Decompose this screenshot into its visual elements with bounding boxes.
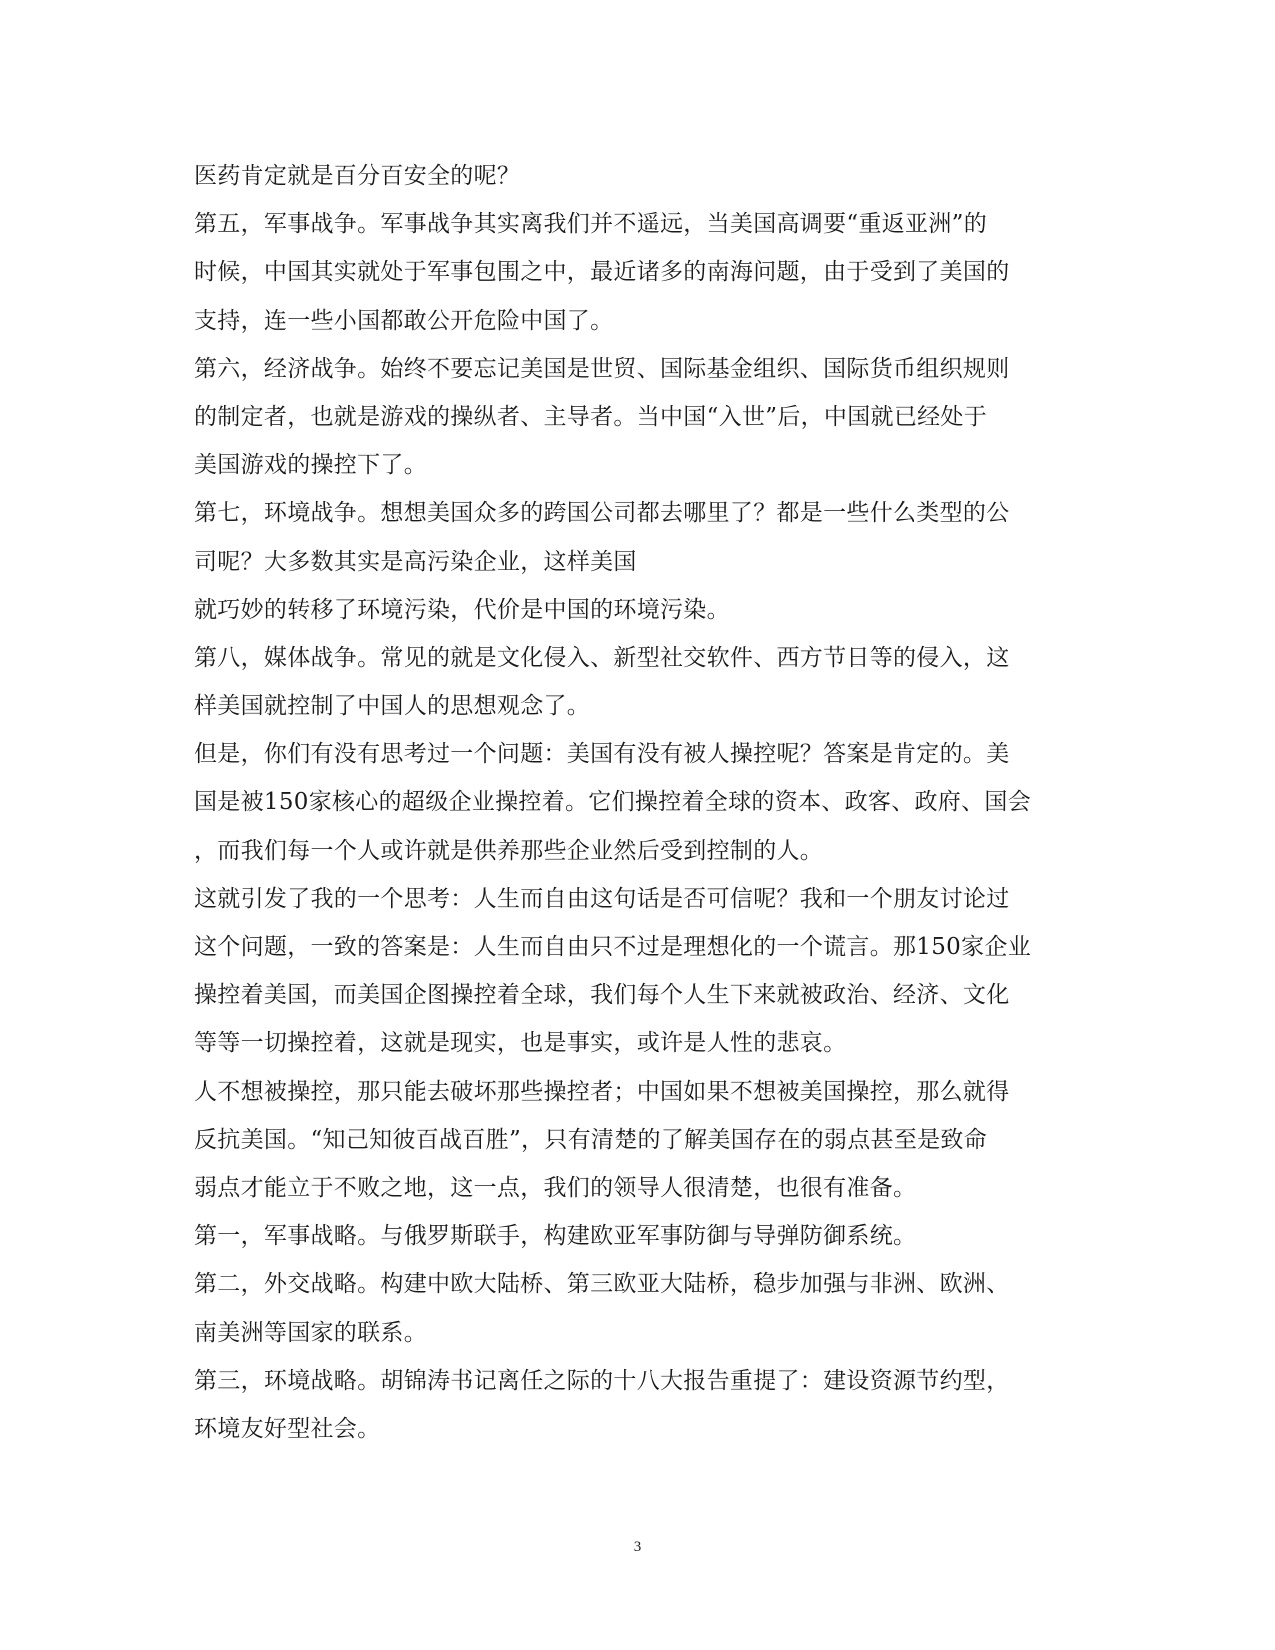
- text-line: 第七，环境战争。想想美国众多的跨国公司都去哪里了？都是一些什么类型的公: [194, 500, 1010, 527]
- text-line: 美国游戏的操控下了。: [194, 452, 427, 479]
- text-line: 第三，环境战略。胡锦涛书记离任之际的十八大报告重提了：建设资源节约型，: [194, 1367, 1010, 1394]
- text-line: 等等一切操控着，这就是现实，也是事实，或许是人性的悲哀。: [194, 1030, 847, 1057]
- text-line: 第五，军事战争。军事战争其实离我们并不遥远，当美国高调要“重返亚洲”的: [194, 211, 988, 238]
- text-line: 这就引发了我的一个思考：人生而自由这句话是否可信呢？我和一个朋友讨论过: [194, 885, 1010, 912]
- text-line: 医药肯定就是百分百安全的呢？: [194, 163, 521, 189]
- page-number: 3: [633, 1539, 642, 1555]
- body-text: [194, 152, 1084, 1453]
- text-line: 环境友好型社会。: [194, 1415, 381, 1442]
- text-line: 国是被150家核心的超级企业操控着。它们操控着全球的资本、政客、政府、国会: [194, 789, 1031, 816]
- text-line: 司呢？大多数其实是高污染企业，这样美国: [194, 548, 637, 575]
- text-line: ，而我们每一个人或许就是供养那些企业然后受到控制的人。: [194, 837, 824, 864]
- text-line: 第二，外交战略。构建中欧大陆桥、第三欧亚大陆桥，稳步加强与非洲、欧洲、: [194, 1271, 1010, 1298]
- text-line: 支持，连一些小国都敢公开危险中国了。: [194, 307, 614, 334]
- text-line: 就巧妙的转移了环境污染，代价是中国的环境污染。: [194, 596, 730, 623]
- text-line: 这个问题，一致的答案是：人生而自由只不过是理想化的一个谎言。那150家企业: [194, 934, 1031, 960]
- text-line: 时候，中国其实就处于军事包围之中，最近诸多的南海问题，由于受到了美国的: [194, 259, 1010, 286]
- text-line: 样美国就控制了中国人的思想观念了。: [194, 693, 591, 720]
- text-line: 第八，媒体战争。常见的就是文化侵入、新型社交软件、西方节日等的侵入，这: [194, 644, 1010, 671]
- text-line: 操控着美国，而美国企图操控着全球，我们每个人生下来就被政治、经济、文化: [194, 982, 1010, 1009]
- text-line: 反抗美国。“知己知彼百战百胜”，只有清楚的了解美国存在的弱点甚至是致命: [194, 1126, 988, 1153]
- text-line: 的制定者，也就是游戏的操纵者、主导者。当中国“入世”后，中国就已经处于: [194, 403, 988, 430]
- text-line: 第一，军事战略。与俄罗斯联手，构建欧亚军事防御与导弹防御系统。: [194, 1223, 917, 1250]
- text-line: 弱点才能立于不败之地，这一点，我们的领导人很清楚，也很有准备。: [194, 1174, 917, 1201]
- text-line: 但是，你们有没有思考过一个问题：美国有没有被人操控呢？答案是肯定的。美: [194, 741, 1010, 768]
- text-line: 人不想被操控，那只能去破坏那些操控者；中国如果不想被美国操控，那么就得: [194, 1078, 1010, 1105]
- text-line: 第六，经济战争。始终不要忘记美国是世贸、国际基金组织、国际货币组织规则: [194, 355, 1010, 382]
- text-line: 南美洲等国家的联系。: [194, 1319, 427, 1346]
